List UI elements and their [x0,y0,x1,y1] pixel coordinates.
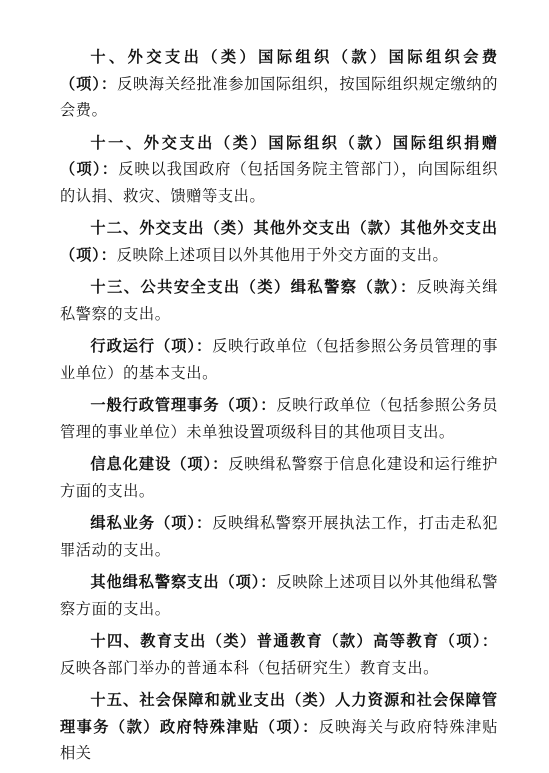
paragraph-description: 反映除上述项目以外其他缉私警察方面的支出。 [60,573,499,618]
paragraph-term: 十三、公共安全支出（类）缉私警察（款）： [90,278,417,296]
paragraph-term: 十四、教育支出（类）普通教育（款）高等教育（项）： [90,632,498,650]
paragraph-description: 反映行政单位（包括参照公务员管理的事业单位）的基本支出。 [60,337,498,382]
paragraph-anti-smuggling-business [60,510,498,563]
paragraph-government-special-allowance [60,687,498,767]
paragraph-international-org-fees [60,44,498,124]
paragraph-description: 反映除上述项目以外其他用于外交方面的支出。 [116,245,449,264]
paragraph-term: 十二、外交支出（类）其他外交支出（款）其他外交支出（项）： [60,219,498,264]
paragraph-term: 行政运行（项）： [90,337,213,355]
paragraph-description: 反映行政单位（包括参照公务员管理的事业单位）未单独设置项级科目的其他项目支出。 [60,396,499,441]
document-page [60,44,498,773]
paragraph-term: 十、外交支出（类）国际组织（款）国际组织会费（项）： [60,48,498,93]
paragraph-description: 反映缉私警察于信息化建设和运行维护方面的支出。 [60,455,498,500]
paragraph-administrative-operation [60,333,498,386]
paragraph-other-diplomatic-expenses [60,215,498,268]
paragraph-anti-smuggling-police [60,274,498,327]
paragraph-international-org-donations [60,130,498,210]
paragraph-description: 反映海关与政府特殊津贴相关 [60,717,498,762]
paragraph-term: 十五、社会保障和就业支出（类）人力资源和社会保障管理事务（款）政府特殊津贴（项）： [60,691,498,736]
paragraph-term: 一般行政管理事务（项）： [90,396,277,414]
paragraph-term: 其他缉私警察支出（项）： [90,573,277,591]
paragraph-term: 缉私业务（项）： [90,514,213,532]
paragraph-description: 反映海关缉私警察的支出。 [60,278,498,323]
paragraph-higher-education [60,628,498,681]
paragraph-term: 信息化建设（项）： [90,455,229,473]
paragraph-other-anti-smuggling-expenses [60,569,498,622]
paragraph-general-administrative-affairs [60,392,498,445]
paragraph-term: 十一、外交支出（类）国际组织（款）国际组织捐赠（项）： [60,133,498,178]
paragraph-description: 反映以我国政府（包括国务院主管部门），向国际组织的认捐、救灾、馈赠等支出。 [60,160,498,205]
paragraph-description: 反映各部门举办的普通本科（包括研究生）教育支出。 [60,658,439,677]
paragraph-informatization-construction [60,451,498,504]
paragraph-description: 反映缉私警察开展执法工作，打击走私犯罪活动的支出。 [60,514,498,559]
paragraph-description: 反映海关经批准参加国际组织，按国际组织规定缴纳的会费。 [60,74,499,119]
